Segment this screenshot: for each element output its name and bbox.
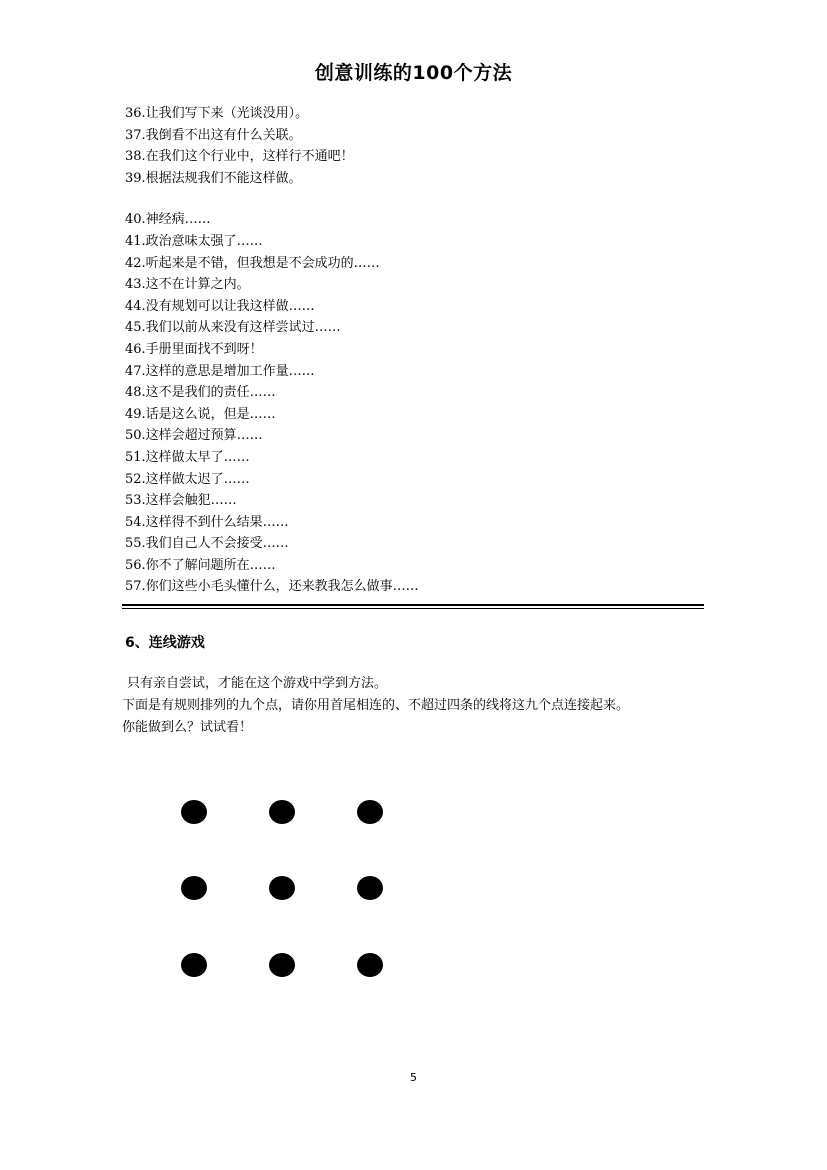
list-item: 43.这不在计算之内。 [125,277,250,293]
list-item: 44.没有规划可以让我这样做…… [125,298,315,314]
dot-1-2 [269,800,295,824]
list-item: 54.这样得不到什么结果…… [125,514,289,530]
list-item: 46.手册里面找不到呀！ [125,341,263,357]
dot-1-1 [181,800,207,824]
list-item: 51.这样做太早了…… [125,449,250,465]
dot-3-1 [181,953,207,977]
list-item: 42.听起来是不错，但我想是不会成功的…… [125,255,380,271]
list-item: 55.我们自己人不会接受…… [125,536,289,552]
paragraph: 你能做到么？试试看！ [122,720,253,735]
list-item: 52.这样做太迟了…… [125,471,250,487]
list-item: 47.这样的意思是增加工作量…… [125,363,315,379]
list-item: 50.这样会超过预算…… [125,428,263,444]
list-item: 57.你们这些小毛头懂什么，还来教我怎么做事…… [125,579,419,595]
list-item: 56.你不了解问题所在…… [125,557,276,573]
list-item: 40.神经病…… [125,212,211,228]
paragraph: 只有亲自尝试，才能在这个游戏中学到方法。 [127,676,388,691]
dot-3-2 [269,953,295,977]
list-item: 38.在我们这个行业中，这样行不通吧！ [125,149,354,165]
list-item: 48.这不是我们的责任…… [125,385,276,401]
page-number: 5 [410,1071,417,1084]
dot-2-2 [269,876,295,900]
list-item: 39.根据法规我们不能这样做。 [125,170,302,186]
dot-1-3 [357,800,383,824]
dot-3-3 [357,953,383,977]
list-item: 49.话是这么说，但是…… [125,406,276,422]
list-item: 41.政治意味太强了…… [125,233,263,249]
list-item: 37.我倒看不出这有什么关联。 [125,127,302,143]
dot-2-1 [181,876,207,900]
list-item: 45.我们以前从来没有这样尝试过…… [125,320,341,336]
list-item: 53.这样会触犯…… [125,493,237,509]
paragraph: 下面是有规则排列的九个点，请你用首尾相连的、不超过四条的线将这九个点连接起来。 [122,698,630,713]
page-title: 创意训练的100个方法 [314,62,513,84]
dot-2-3 [357,876,383,900]
section-heading: 6、连线游戏 [125,635,205,651]
list-item: 36.让我们写下来（光谈没用）。 [125,106,309,121]
